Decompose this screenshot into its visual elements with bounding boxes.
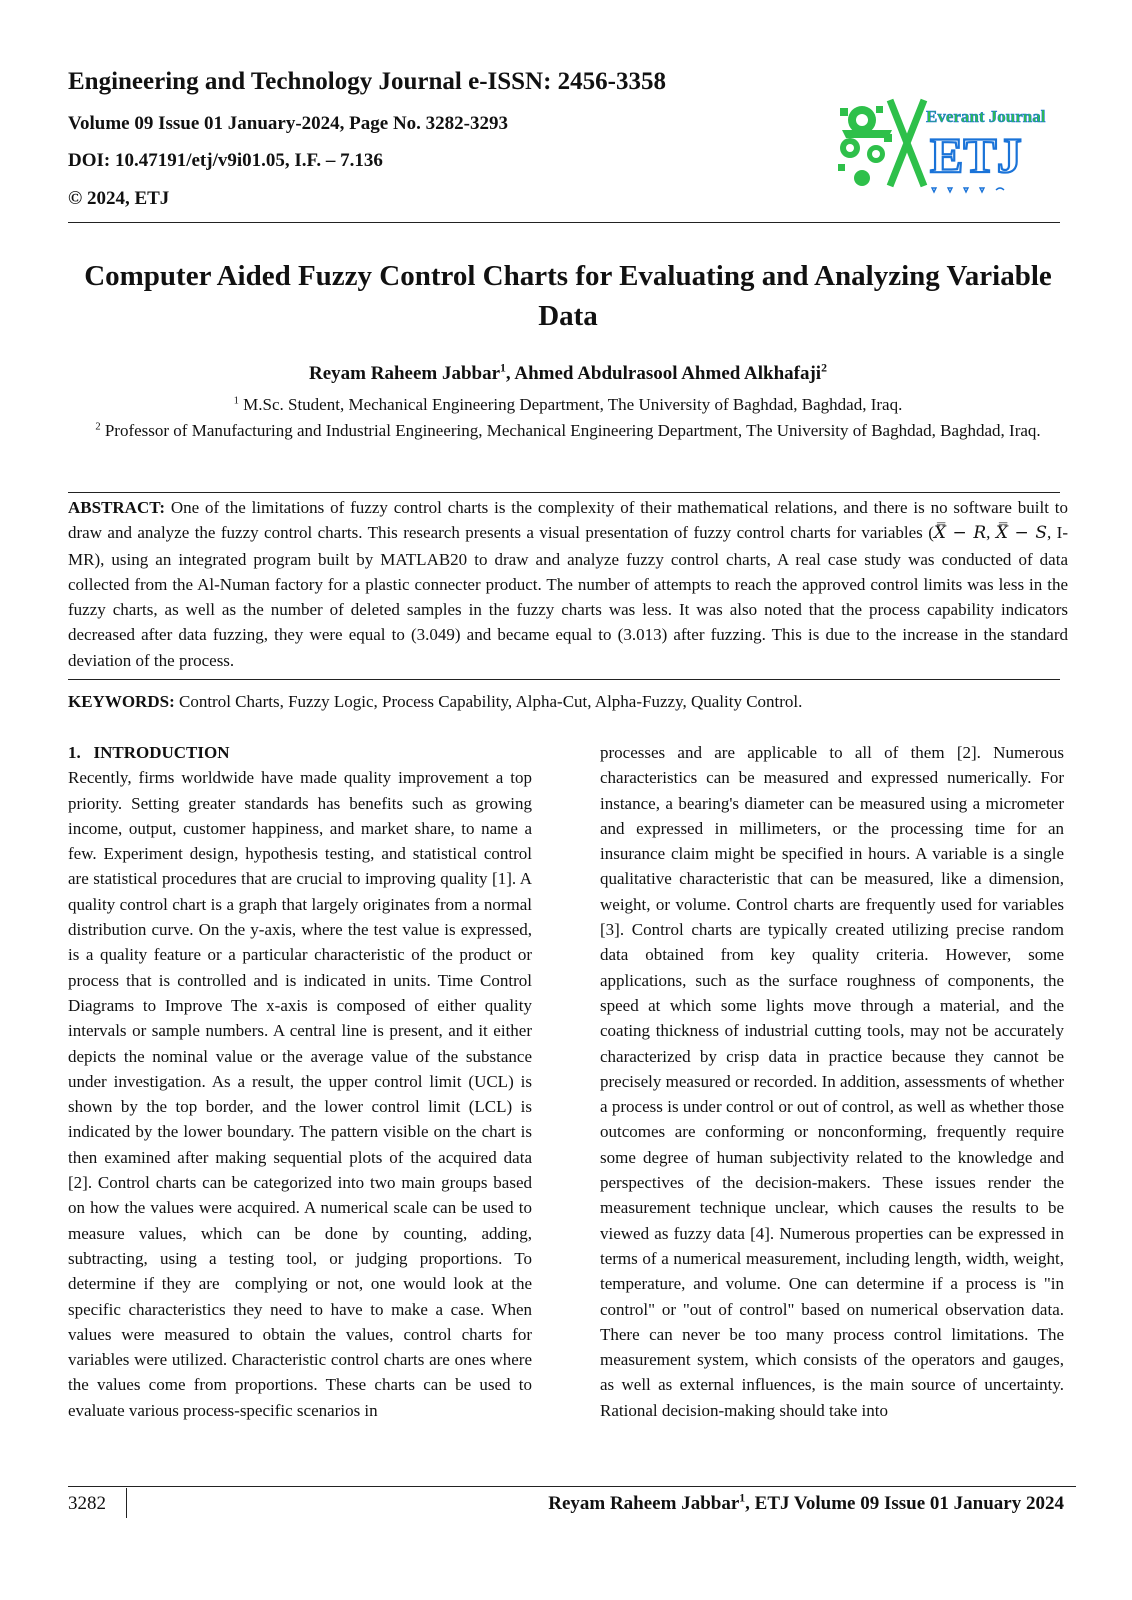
abstract xyxy=(68,495,1068,673)
logo-x-stroke xyxy=(890,100,924,186)
footer-rule xyxy=(68,1486,1076,1487)
header-rule xyxy=(68,222,1060,223)
authors-line xyxy=(68,363,1068,385)
abstract-math-xbar-r: X̿ − R xyxy=(933,523,987,544)
affiliation-1 xyxy=(68,392,1068,417)
affiliation-2 xyxy=(68,418,1068,443)
copyright-line: © 2024, ETJ xyxy=(68,188,170,209)
volume-line: Volume 09 Issue 01 January-2024, Page No. 3282-3293 xyxy=(68,113,508,134)
logo-decorative-dots xyxy=(932,188,1004,192)
affiliation-1-mark: 1 xyxy=(233,395,239,407)
footer-journal-ref: , ETJ Volume 09 Issue 01 January 2024 xyxy=(745,1493,1064,1514)
abstract-sep: , xyxy=(986,523,996,543)
author-1: Reyam Raheem Jabbar xyxy=(309,363,501,384)
affiliation-1-text: M.Sc. Student, Mechanical Engineering Department, The University of Baghdad, Baghdad, Iraq. xyxy=(238,395,903,414)
abstract-math-xbar-s: X̿ − S xyxy=(995,523,1047,544)
journal-title: Engineering and Technology Journal e-ISSN: 2456-3358 xyxy=(68,68,667,95)
introduction-heading: 1. INTRODUCTION xyxy=(68,743,230,762)
abstract-text-1: One of the limitations of fuzzy control charts is the complexity of their mathematical relations, and there is no software built to draw and analyze the fuzzy control charts. This research presents a visual presentation of fuzzy control charts for variables ( xyxy=(68,498,1068,543)
doi-line: DOI: 10.47191/etj/v9i01.05, I.F. – 7.136 xyxy=(68,150,383,171)
footer-citation xyxy=(548,1493,1064,1515)
author-1-affiliation-mark: 1 xyxy=(500,361,506,375)
keywords-text: Control Charts, Fuzzy Logic, Process Capability, Alpha-Cut, Alpha-Fuzzy, Quality Control. xyxy=(174,692,803,711)
author-2-affiliation-mark: 2 xyxy=(821,361,827,375)
author-2: Ahmed Abdulrasool Ahmed Alkhafaji xyxy=(514,363,822,384)
footer-author-mark: 1 xyxy=(739,1491,746,1505)
left-column xyxy=(68,740,532,1423)
page-number: 3282 xyxy=(68,1493,106,1514)
keywords-label: KEYWORDS: xyxy=(68,692,175,711)
abstract-label: ABSTRACT: xyxy=(68,498,165,517)
keywords xyxy=(68,692,802,712)
introduction-right-text: processes and are applicable to all of them [2]. Numerous characteristics can be measured and expressed numerically. For instance, a bearing's diameter can be measured using a micrometer and expressed in millimeters, or the processing time for an insurance claim might be specified in hours. A variable is a single qualitative characteristic that can be measured, like a dimension, weight, or volume. Control charts are frequently used for variables [3]. Control charts are typically created utilizing precise random data obtained from key quality criteria. However, some applications, such as the surface roughness of components, the speed at which some lights move through a material, and the coating thickness of industrial cutting tools, may not be accurately characterized by crisp data in practice because they cannot be precisely measured or recorded. In addition, assessments of whether a process is under control or out of control, as well as whether those outcomes are conforming or nonconforming, frequently require some degree of human subjectivity related to the knowledge and perspectives of the decision-makers. These issues render the measurement technique unclear, which causes the results to be viewed as fuzzy data [4]. Numerous properties can be expressed in terms of a numerical measurement, including length, width, weight, temperature, and volume. One can determine if a process is "in control" or "out of control" based on numerical observation data. There can never be too many process control limitations. The measurement system, which consists of the operators and gauges, as well as external influences, is the main source of uncertainty. Rational decision-making should take into xyxy=(600,743,1064,1420)
logo-journal-name: Everant Journal xyxy=(926,107,1046,126)
introduction-left-text: Recently, firms worldwide have made quality improvement a top priority. Setting greater standards has benefits such as growing income, output, customer happiness, and market share, to name a few. Experiment design, hypothesis testing, and statistical control are statistical procedures that are crucial to improving quality [1]. A quality control chart is a graph that largely originates from a normal distribution curve. On the y-axis, where the test value is expressed, is a quality feature or a particular characteristic of the product or process that is controlled and is indicated in units. Time Control Diagrams to Improve The x-axis is composed of either quality intervals or sample numbers. A central line is present, and it either depicts the nominal value or the average value of the substance under investigation. As a result, the upper control limit (UCL) is shown by the top border, and the lower control limit (LCL) is indicated by the lower boundary. The pattern visible on the chart is then examined after making sequential plots of the acquired data [2]. Control charts can be categorized into two main groups based on how the values were acquired. A numerical scale can be used to measure values, which can be done by counting, adding, subtracting, using a testing tool, or judging proportions. To determine if they are complying or not, one would look at the specific characteristics they need to have to make a case. When values were measured to obtain the values, control charts for variables were utilized. Characteristic control charts are ones where the values come from proportions. These charts can be used to evaluate various process-specific scenarios in xyxy=(68,768,532,1420)
affiliation-2-text: Professor of Manufacturing and Industrial Engineering, Mechanical Engineering Department, The University of Baghdad, Baghdad, Iraq. xyxy=(100,421,1041,440)
logo-letters: ETJ xyxy=(930,127,1022,183)
footer-divider xyxy=(126,1488,127,1518)
etj-logo xyxy=(832,90,1048,200)
right-column xyxy=(600,740,1064,1423)
abstract-top-rule xyxy=(68,492,1060,493)
abstract-bottom-rule xyxy=(68,679,1060,680)
abstract-text-2: , I-MR), using an integrated program built by MATLAB20 to draw and analyze fuzzy control charts, A real case study was conducted of data collected from the Al-Numan factory for a plastic connecter product. The number of attempts to reach the approved control limits was less in the fuzzy charts, as well as the number of deleted samples in the fuzzy charts was less. It was also noted that the process capability indicators decreased after data fuzzing, they were equal to (3.049) and became equal to (3.013) after fuzzing. This is due to the increase in the standard deviation of the process. xyxy=(68,523,1068,670)
paper-title: Computer Aided Fuzzy Control Charts for Evaluating and Analyzing Variable Data xyxy=(84,260,1052,332)
footer-author: Reyam Raheem Jabbar xyxy=(548,1493,740,1514)
author-separator: , xyxy=(505,363,515,384)
affiliation-2-mark: 2 xyxy=(95,421,101,433)
